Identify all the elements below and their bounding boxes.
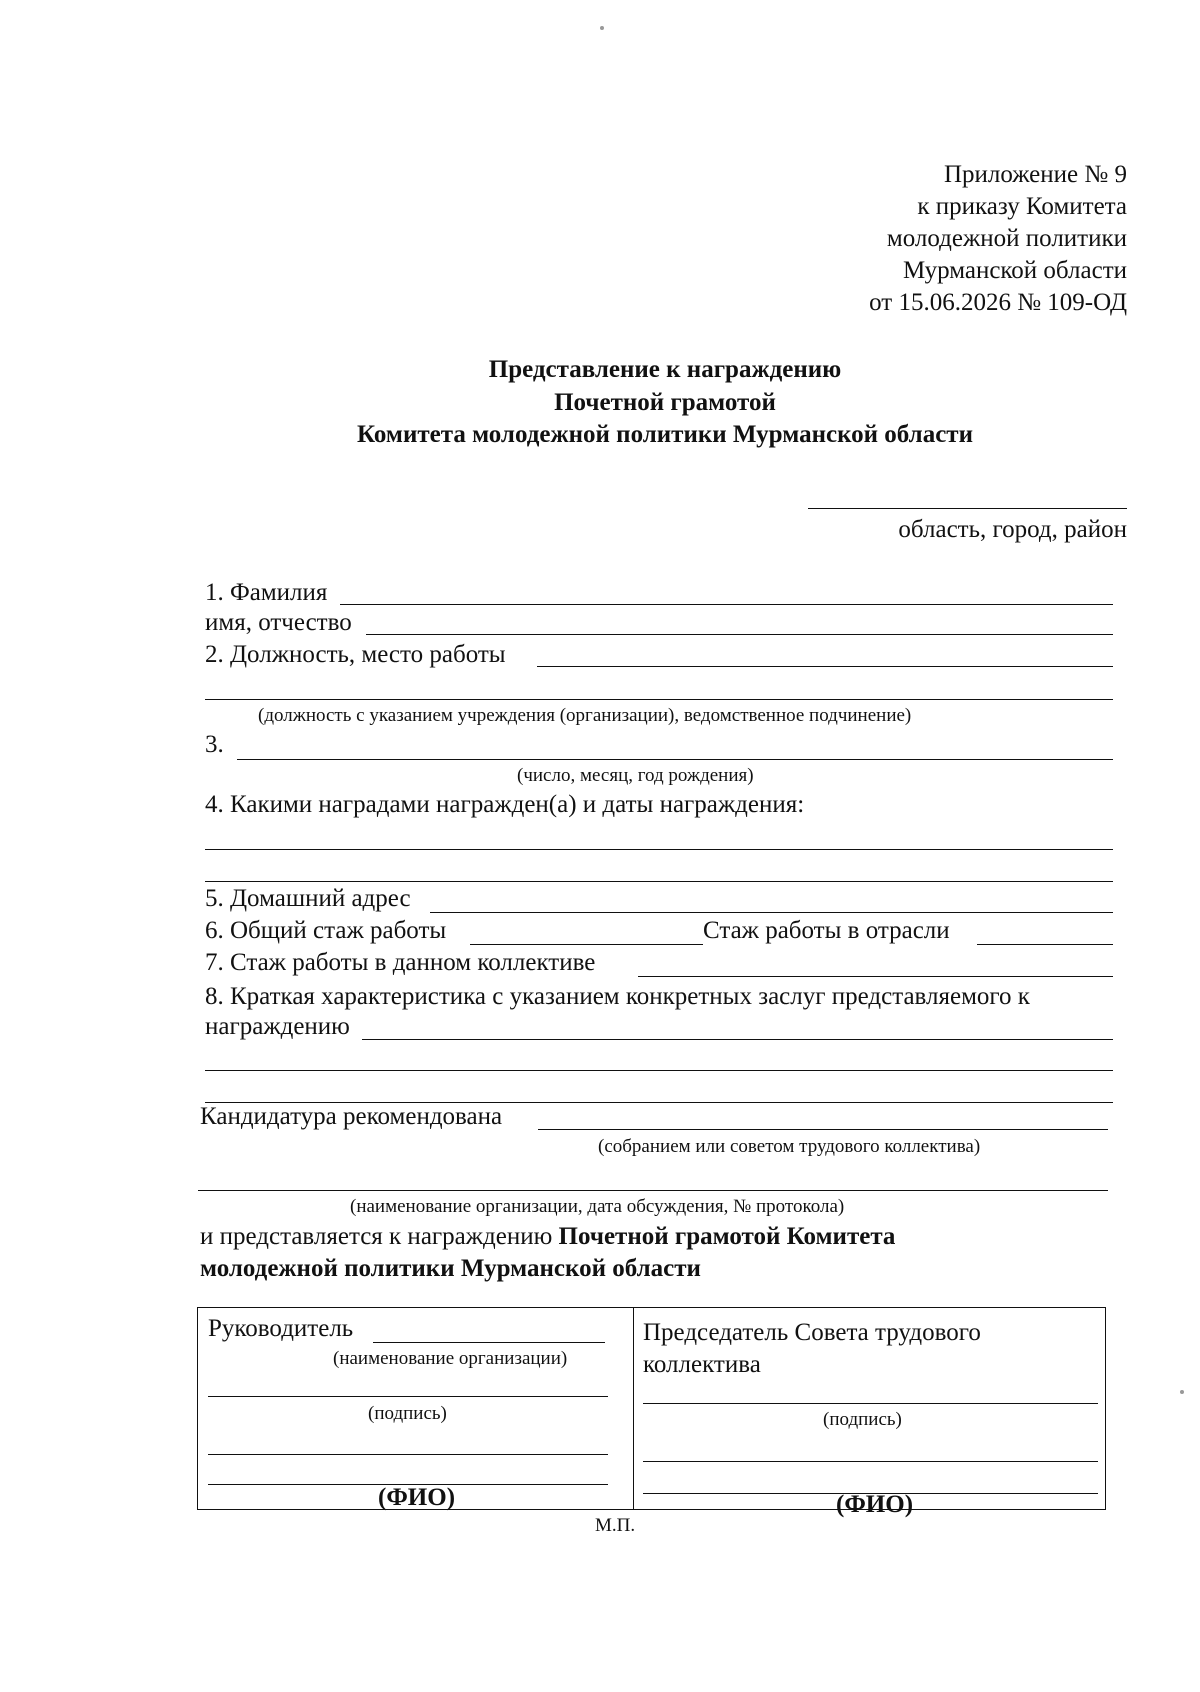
field-total-exp-line[interactable] [470, 944, 703, 945]
appendix-line-1: Приложение № 9 [943, 161, 1127, 188]
presentation-bold-line-2: молодежной политики Мурманской области [200, 1255, 701, 1282]
head-line[interactable] [373, 1342, 605, 1343]
field-position-line[interactable] [537, 666, 1113, 667]
presentation-plain: и представляется к награждению [200, 1223, 559, 1250]
field-total-exp-label: 6. Общий стаж работы [205, 917, 447, 944]
field-characteristic-label-1: 8. Краткая характеристика с указанием конкретных заслуг представляемого к [205, 983, 1030, 1010]
field-position-caption: (должность с указанием учреждения (организации), ведомственное подчинение) [258, 705, 912, 726]
recommended-line[interactable] [538, 1129, 1108, 1130]
field-characteristic-line-2[interactable] [205, 1070, 1113, 1071]
chairman-label-1: Председатель Совета трудового [643, 1319, 981, 1346]
field-awards-line-1[interactable] [205, 849, 1113, 850]
head-extra-line-1[interactable] [208, 1454, 608, 1455]
field-position-label: 2. Должность, место работы [205, 641, 506, 668]
chairman-extra-line-1[interactable] [643, 1461, 1098, 1462]
scan-mark [600, 26, 604, 30]
appendix-line-5: от 15.06.2026 № 109-ОД [869, 289, 1127, 316]
region-line [808, 508, 1127, 509]
appendix-line-2: к приказу Комитета [917, 193, 1127, 220]
field-characteristic-label-2: награждению [205, 1013, 350, 1040]
title-line-1: Представление к награждению [488, 356, 842, 383]
chairman-label-2: коллектива [643, 1351, 761, 1378]
field-address-label: 5. Домашний адрес [205, 885, 411, 912]
appendix-line-4: Мурманской области [902, 257, 1127, 284]
field-address-line[interactable] [430, 912, 1113, 913]
field-collective-exp-line[interactable] [638, 976, 1113, 977]
field-birth-num: 3. [205, 731, 224, 758]
chairman-signature-line[interactable] [643, 1403, 1098, 1404]
head-signature-line[interactable] [208, 1396, 608, 1397]
organization-caption: (наименование организации, дата обсуждения, № протокола) [350, 1196, 845, 1217]
head-org-caption: (наименование организации) [333, 1348, 568, 1369]
stamp-place: М.П. [595, 1515, 636, 1536]
field-name-label: имя, отчество [205, 609, 352, 636]
field-industry-exp-label: Стаж работы в отрасли [703, 917, 950, 944]
field-surname-label: 1. Фамилия [205, 579, 328, 606]
field-birth-line[interactable] [237, 759, 1113, 760]
chairman-fio-caption: (ФИО) [836, 1491, 914, 1518]
organization-line[interactable] [198, 1190, 1108, 1191]
field-awards-label: 4. Какими наградами награжден(а) и даты награждения: [205, 791, 805, 818]
field-awards-line-2[interactable] [205, 881, 1113, 882]
field-collective-exp-label: 7. Стаж работы в данном коллективе [205, 949, 596, 976]
recommended-caption: (собранием или советом трудового коллектива) [598, 1136, 981, 1157]
field-birth-caption: (число, месяц, год рождения) [517, 765, 754, 786]
head-label: Руководитель [208, 1315, 354, 1342]
chairman-signature-caption: (подпись) [823, 1409, 902, 1430]
field-surname-line[interactable] [340, 604, 1113, 605]
appendix-line-3: молодежной политики [886, 225, 1127, 252]
scan-mark [1180, 1390, 1184, 1394]
field-position-line-2[interactable] [205, 699, 1113, 700]
field-characteristic-line-1[interactable] [362, 1039, 1113, 1040]
head-signature-caption: (подпись) [368, 1403, 447, 1424]
title-line-3: Комитета молодежной политики Мурманской области [357, 421, 973, 448]
field-name-line[interactable] [366, 634, 1113, 635]
signature-table-divider [633, 1307, 634, 1510]
title-line-2: Почетной грамотой [554, 389, 776, 416]
region-caption: область, город, район [898, 516, 1127, 543]
presentation-text [200, 1222, 895, 1252]
head-fio-caption: (ФИО) [378, 1484, 456, 1511]
field-industry-exp-line[interactable] [977, 944, 1113, 945]
recommended-label: Кандидатура рекомендована [200, 1103, 503, 1130]
presentation-bold: Почетной грамотой Комитета [558, 1223, 896, 1250]
